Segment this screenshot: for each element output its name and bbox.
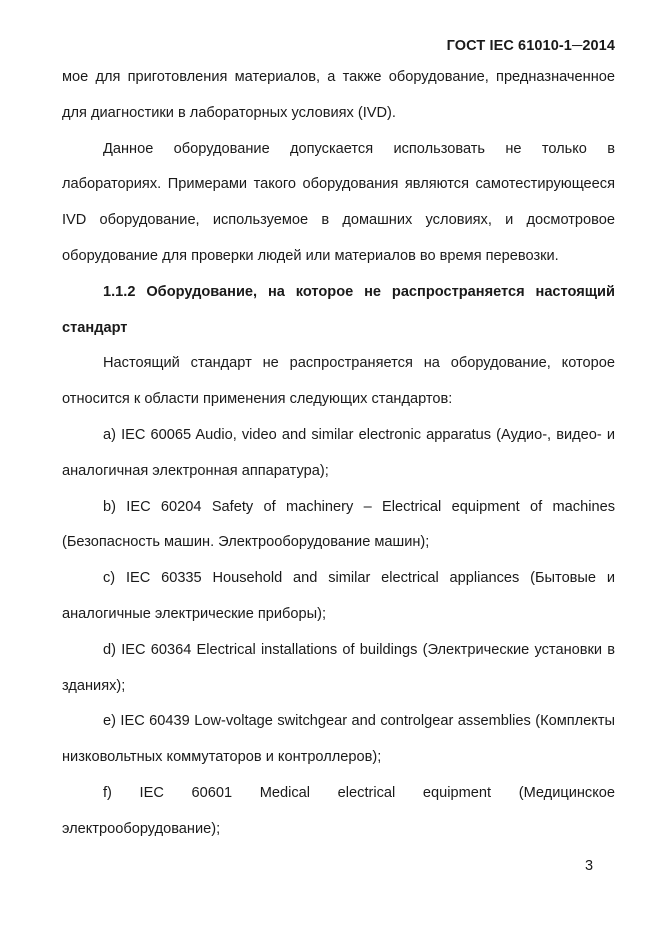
list-item-a: a) IEC 60065 Audio, video and similar electronic apparatus (Аудио-, видео- и аналогичная электронная аппаратура); <box>62 426 615 479</box>
list-item-e: e) IEC 60439 Low-voltage switchgear and controlgear assemblies (Комплекты низковольтных коммутаторов и контроллеров); <box>62 713 615 766</box>
paragraph-lab-use: Данное оборудование допускается использовать не только в лабораториях. Примерами такого оборудования являются самотестирующееся IVD оборудование, используемое в домашних условиях, и досмотровое оборудование для проверки людей или материалов во время перевозки. <box>62 140 615 264</box>
page-header-standard-code: ГОСТ IEC 61010-1─2014 <box>446 38 615 54</box>
paragraph-scope-exclusion: Настоящий стандарт не распространяется на оборудование, которое относится к области применения следующих стандартов: <box>62 355 615 408</box>
list-item-f: f) IEC 60601 Medical electrical equipment (Медицинское электрооборудование); <box>62 784 615 837</box>
page-number: 3 <box>585 858 594 874</box>
list-item-c: c) IEC 60335 Household and similar electrical appliances (Бытовые и аналогичные электрические приборы); <box>62 570 615 622</box>
paragraph-continuation: мое для приготовления материалов, а также оборудование, предназначенное для диагностики в лабораторных условиях (IVD). <box>62 69 615 121</box>
document-body <box>62 60 615 848</box>
list-item-d: d) IEC 60364 Electrical installations of buildings (Электрические установки в зданиях); <box>62 641 615 694</box>
section-heading-1-1-2: 1.1.2 Оборудование, на которое не распространяется настоящий стандарт <box>62 283 615 336</box>
list-item-b: b) IEC 60204 Safety of machinery – Electrical equipment of machines (Безопасность машин. Электрооборудование машин); <box>62 498 615 551</box>
